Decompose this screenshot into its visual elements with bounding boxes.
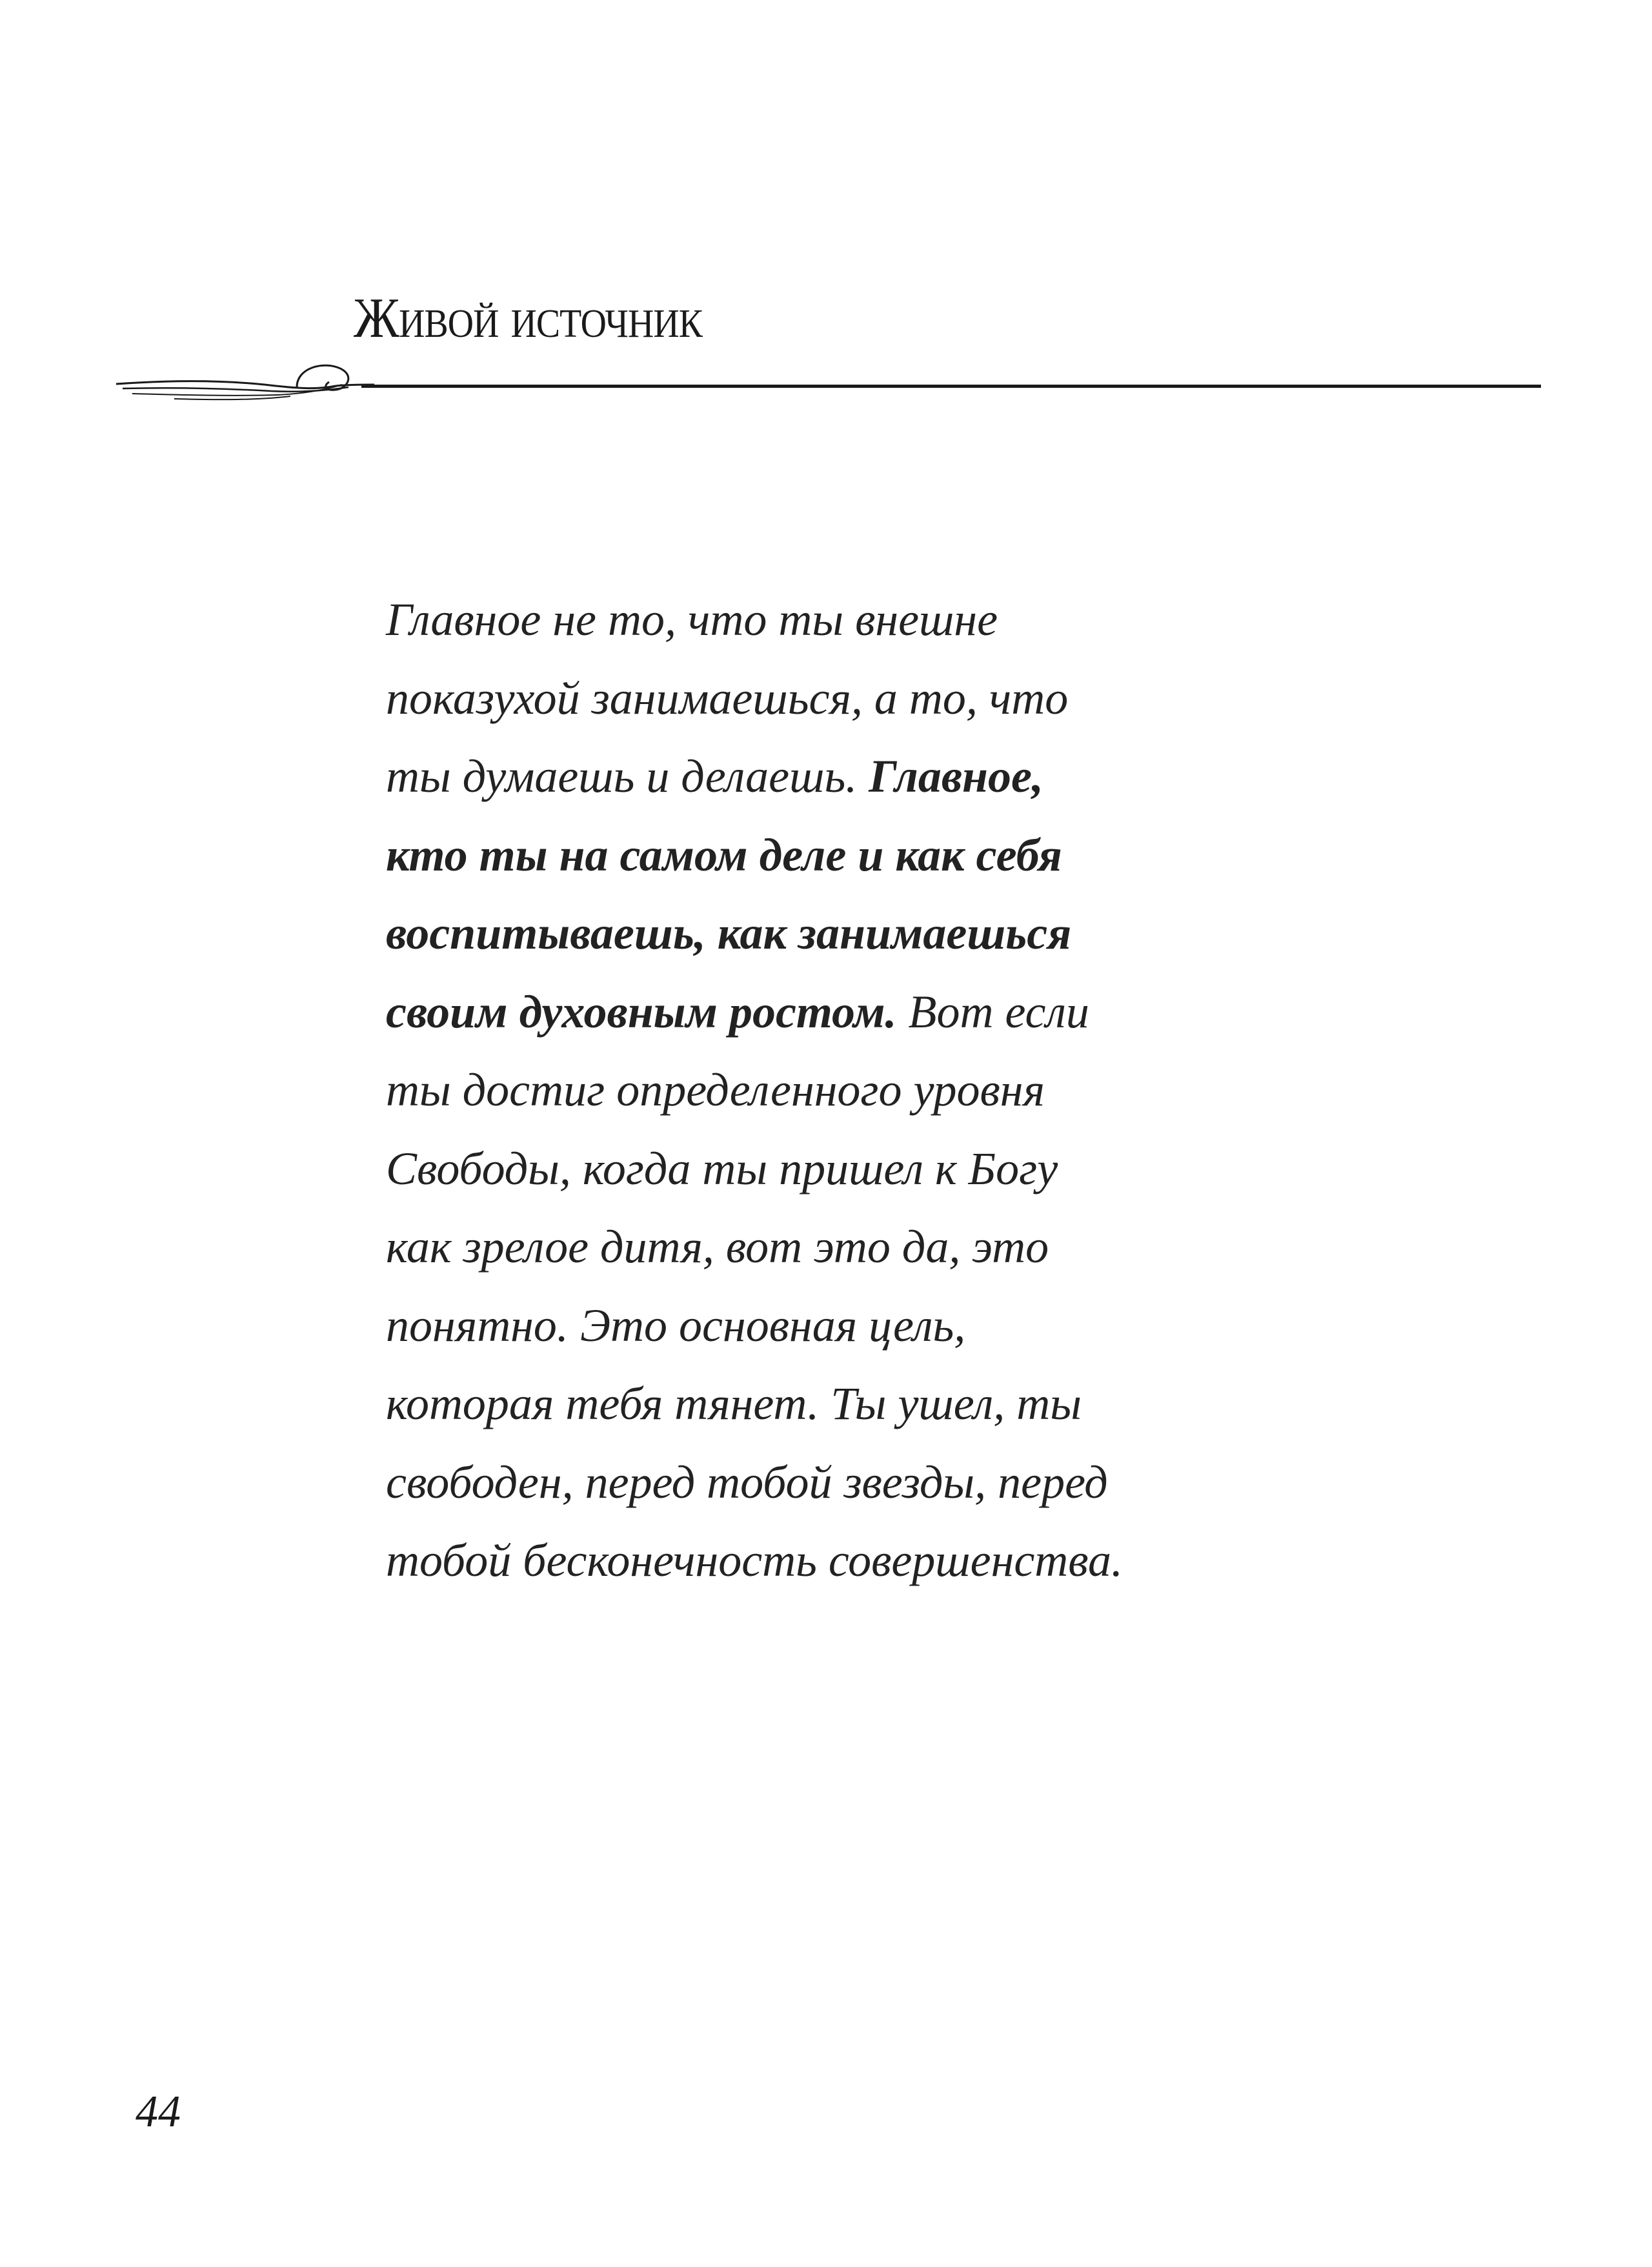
page-number: 44 [136, 2087, 181, 2137]
quote-text: ты думаешь и делаешь. [386, 751, 869, 802]
running-header [0, 0, 1652, 452]
quote-emphasis: Главное, [869, 751, 1043, 802]
flourish-ornament-icon [103, 348, 374, 407]
quote-text: как зрелое дитя, вот это да, это [386, 1221, 1049, 1273]
quote-line [386, 581, 1418, 660]
quote-text: Главное не то, что ты внешне [386, 594, 998, 645]
quote-text: которая тебя тянет. Ты ушел, ты [386, 1378, 1082, 1429]
quote-line [386, 894, 1418, 973]
quote-text: тобой бесконечность совершенства. [386, 1535, 1123, 1586]
quote-emphasis: своим духовным ростом. [386, 985, 897, 1038]
quote-text: Вот если [896, 985, 1089, 1038]
quote-text: свободен, перед тобой звезды, перед [386, 1456, 1108, 1508]
quote-line [386, 1051, 1418, 1130]
quote-line [386, 973, 1418, 1052]
quote-body [386, 581, 1418, 1600]
quote-line [386, 1444, 1418, 1522]
quote-text: понятно. Это основная цель, [386, 1299, 966, 1351]
quote-text: Свободы, когда ты пришел к Богу [386, 1142, 1058, 1194]
quote-emphasis: воспитываешь, как занимаешься [386, 907, 1072, 959]
quote-line [386, 1208, 1418, 1287]
quote-line [386, 738, 1418, 816]
quote-line [386, 1522, 1418, 1600]
quote-line [386, 660, 1418, 738]
quote-text: показухой занимаешься, а то, что [386, 672, 1069, 724]
quote-emphasis: кто ты на самом деле и как себя [386, 829, 1062, 881]
quote-text: ты достиг определенного уровня [386, 1064, 1045, 1116]
quote-line [386, 1130, 1418, 1209]
header-rule [361, 385, 1541, 388]
quote-line [386, 1287, 1418, 1365]
quote-line [386, 816, 1418, 895]
quote-line [386, 1365, 1418, 1444]
running-header-title: Живой источник [354, 287, 703, 350]
